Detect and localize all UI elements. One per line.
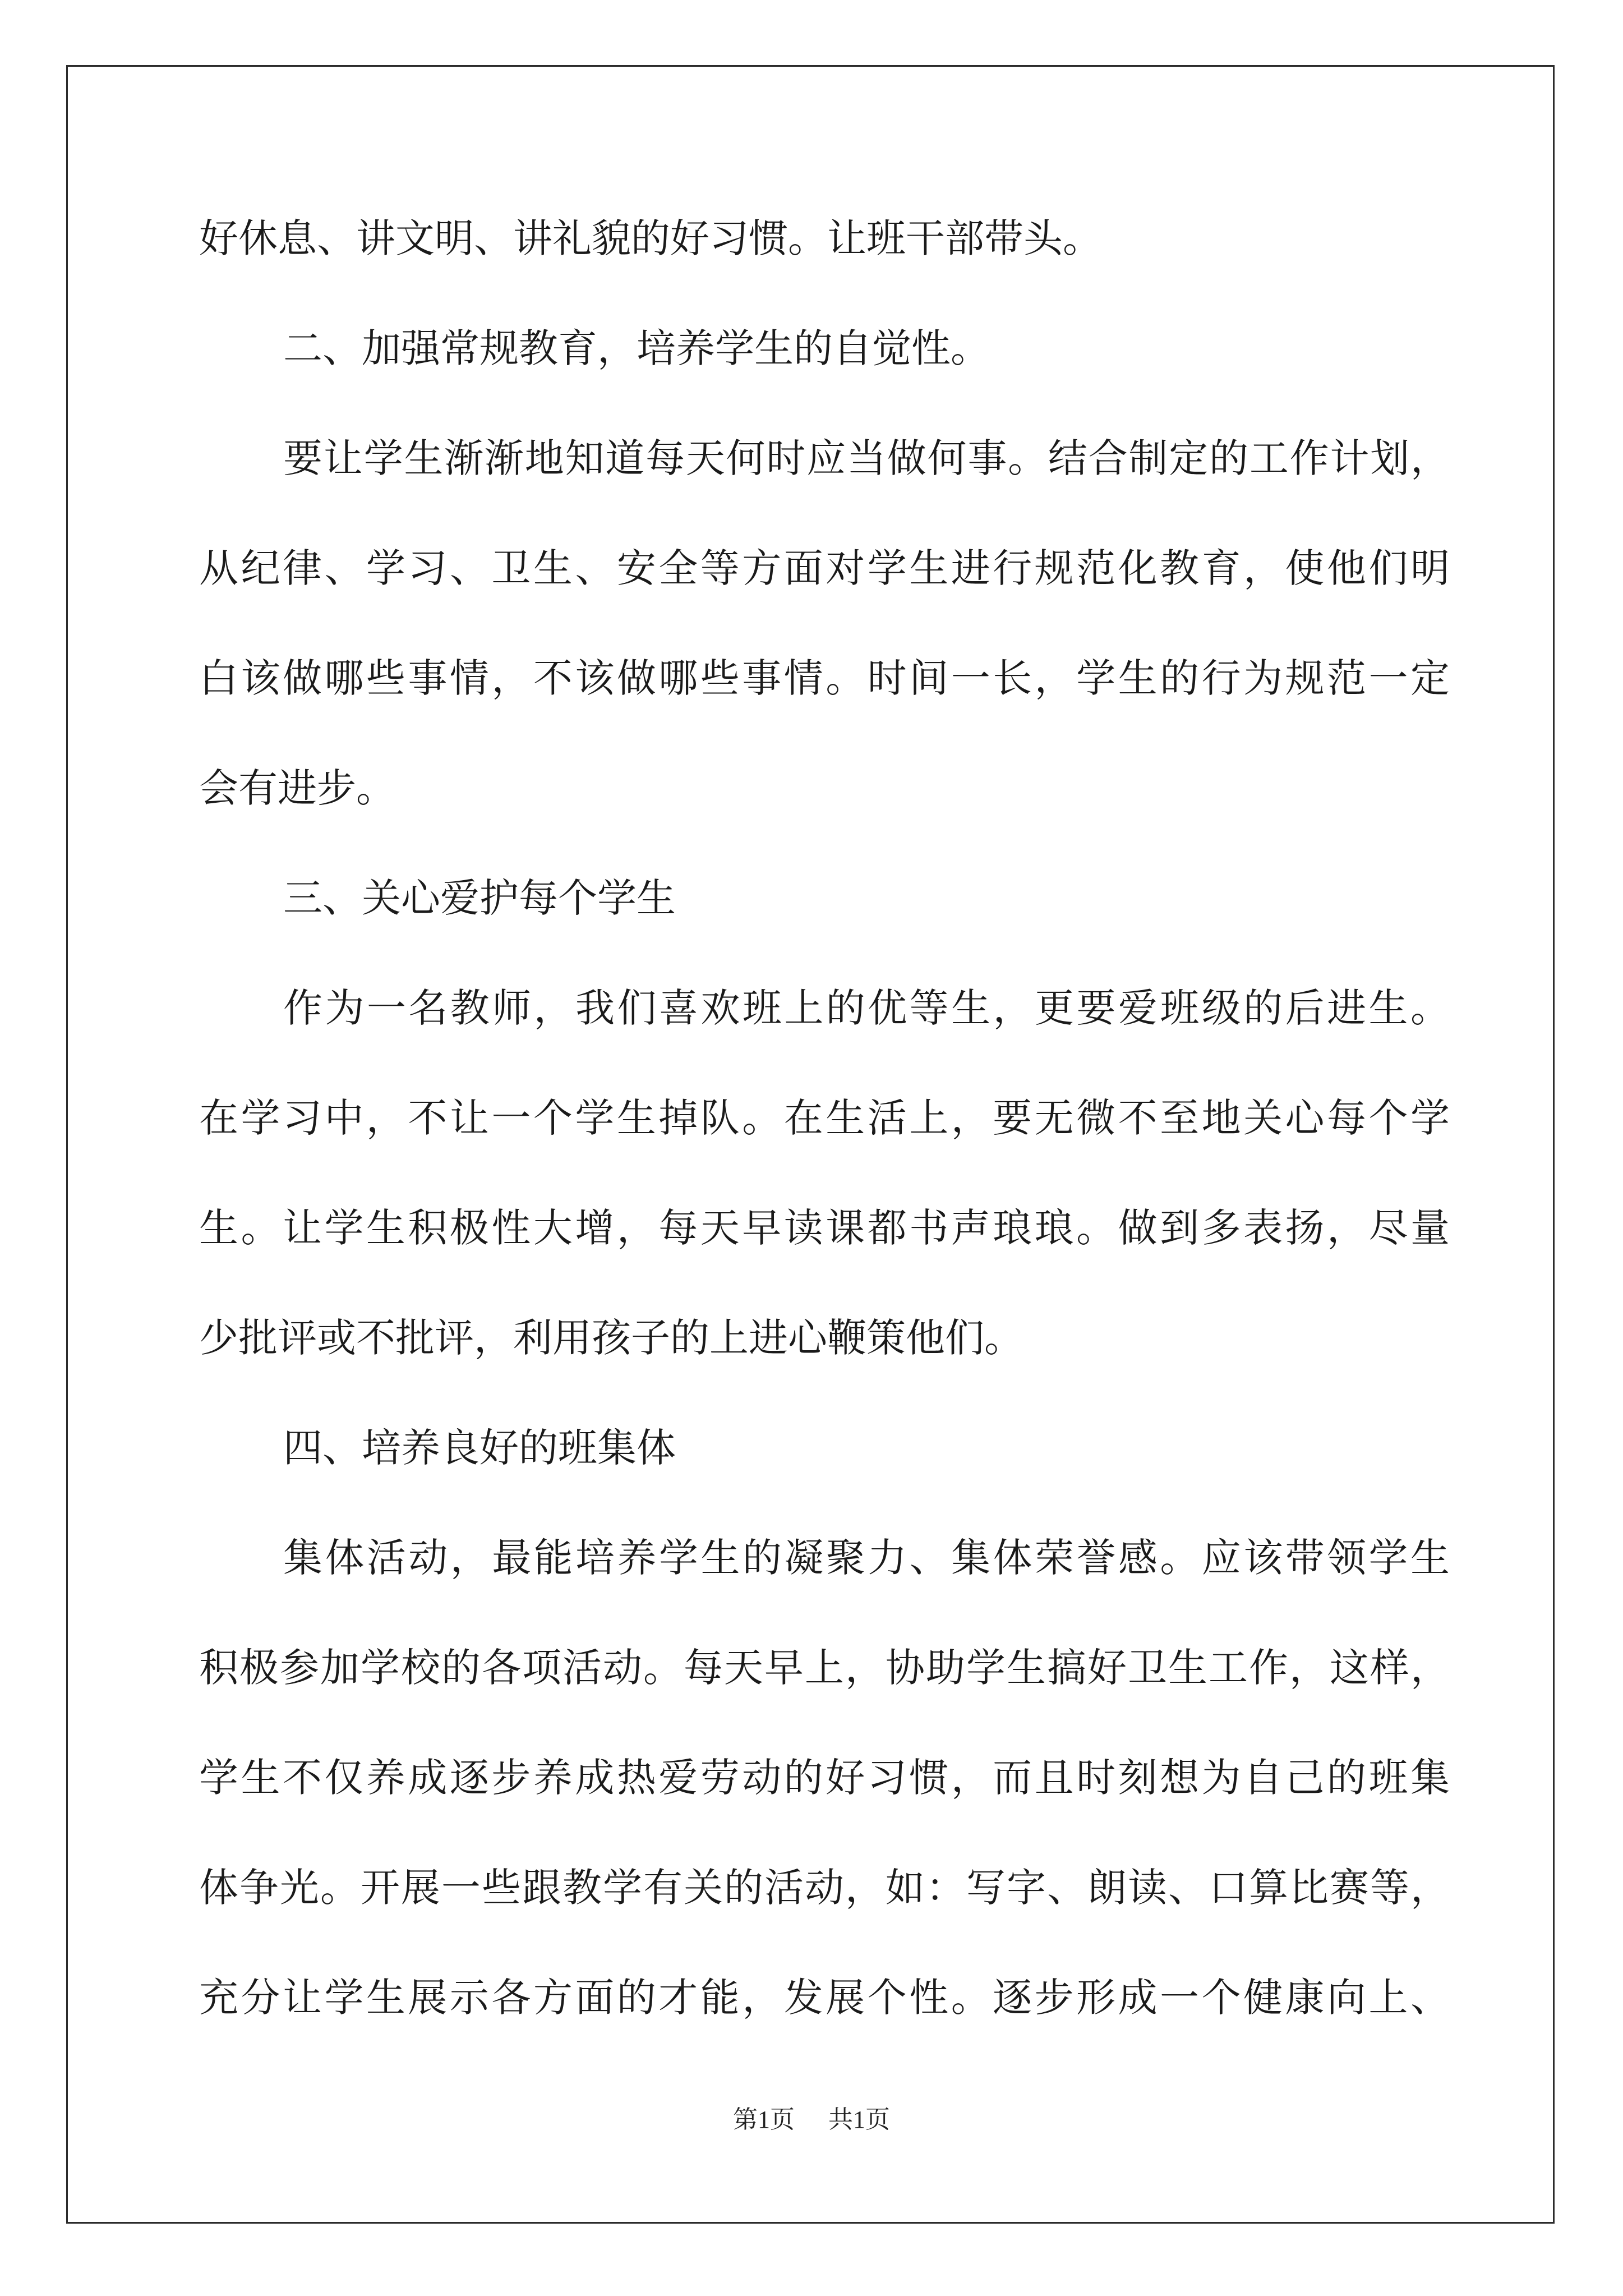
body-line: 要让学生渐渐地知道每天何时应当做何事。结合制定的工作计划， — [283, 435, 1450, 481]
body-line: 会有进步。 — [199, 765, 395, 811]
body-line: 白该做哪些事情，不该做哪些事情。时间一长，学生的行为规范一定 — [199, 655, 1450, 701]
page-footer — [0, 2099, 1623, 2135]
section-heading: 三、关心爱护每个学生 — [283, 875, 676, 921]
body-line: 集体活动，最能培养学生的凝聚力、集体荣誉感。应该带领学生 — [283, 1535, 1450, 1581]
section-heading: 二、加强常规教育，培养学生的自觉性。 — [283, 325, 990, 371]
document-body — [199, 213, 1450, 2082]
body-line: 充分让学生展示各方面的才能，发展个性。逐步形成一个健康向上、 — [199, 1975, 1450, 2021]
body-line: 从纪律、学习、卫生、安全等方面对学生进行规范化教育，使他们明 — [199, 545, 1450, 591]
body-line: 体争光。开展一些跟教学有关的活动，如：写字、朗读、口算比赛等， — [199, 1865, 1450, 1911]
page-number: 第1页 — [733, 2106, 795, 2133]
section-heading: 四、培养良好的班集体 — [283, 1425, 676, 1471]
body-line: 作为一名教师，我们喜欢班上的优等生，更要爱班级的后进生。 — [283, 985, 1450, 1031]
body-line: 在学习中，不让一个学生掉队。在生活上，要无微不至地关心每个学 — [199, 1095, 1450, 1141]
body-line: 积极参加学校的各项活动。每天早上，协助学生搞好卫生工作，这样， — [199, 1645, 1450, 1691]
body-line: 好休息、讲文明、讲礼貌的好习惯。让班干部带头。 — [199, 215, 1102, 261]
body-line: 生。让学生积极性大增，每天早读课都书声琅琅。做到多表扬，尽量 — [199, 1205, 1450, 1251]
body-line: 少批评或不批评，利用孩子的上进心鞭策他们。 — [199, 1315, 1023, 1361]
body-line: 学生不仅养成逐步养成热爱劳动的好习惯，而且时刻想为自己的班集 — [199, 1755, 1450, 1801]
page-total: 共1页 — [828, 2106, 890, 2133]
